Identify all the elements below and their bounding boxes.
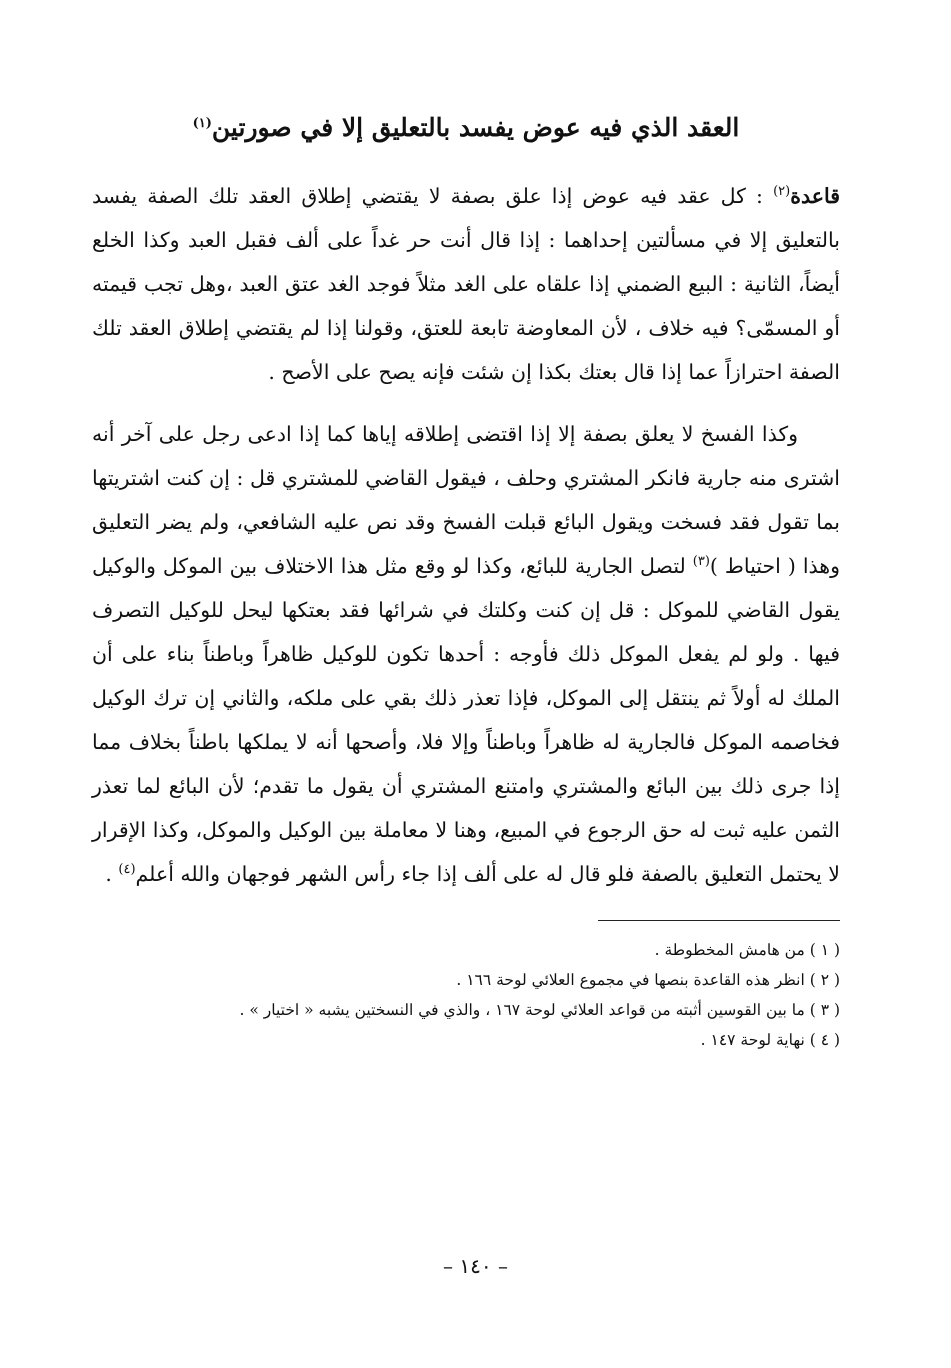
footnote-4: ( ٤ ) نهاية لوحة ١٤٧ . (700, 1031, 840, 1049)
footnote-ref-4: (٤) (118, 862, 136, 877)
page-number: – ١٤٠ – (443, 1254, 508, 1278)
paragraph-2 (92, 412, 840, 896)
paragraph-1 (92, 174, 840, 394)
footnote-2: ( ٢ ) انظر هذه القاعدة بنصها في مجموع العلائي لوحة ١٦٦ . (456, 971, 840, 989)
paragraph-1-text: : كل عقد فيه عوض إذا علق بصفة لا يقتضي إطلاق العقد تلك الصفة يفسد بالتعليق إلا في مسألتين إحداهما : إذا قال أنت حر غداً على ألف فقبل العبد وكذا الخلع أيضاً، الثانية : البيع الضمني إذا علقاه على الغد مثلاً فوجد الغد عتق العبد ،وهل تجب قيمته أو المسمّى؟ فيه خلاف ، لأن المعاوضة تابعة للعتق، وقولنا إذا لم يقتضي إطلاق العقد تلك الصفة احترازاً عما إذا قال بعتك بكذا إن شئت فإنه يصح على الأصح . (92, 184, 840, 384)
footnote-1: ( ١ ) من هامش المخطوطة . (654, 941, 840, 959)
footnote-ref-2: (٢) (773, 184, 791, 199)
title-text: العقد الذي فيه عوض يفسد بالتعليق إلا في صورتين (211, 113, 740, 142)
paragraph-2-part-2: لتصل الجارية للبائع، وكذا لو وقع مثل هذا الاختلاف بين الموكل والوكيل يقول القاضي للموكل : قل إن كنت وكلتك في شرائها فقد بعتكها ليحل للوكيل التصرف فيها . ولو لم يفعل الموكل ذلك فأوجه : أحدها تكون للوكيل ظاهراً وباطناً بناء على أن الملك له أولاً ثم ينتقل إلى الموكل، فإذا تعذر ذلك بقي على ملكه، والثاني إن ترك الوكيل فخاصمه الموكل فالجارية له ظاهراً وباطناً وإلا فلا، وأصحها أنه لا يملكها باطناً بخلاف مما إذا جرى ذلك بين البائع والمشتري وامتنع المشتري أن يقول ما تقدم؛ لأن البائع لما تعذر الثمن عليه ثبت له حق الرجوع في المبيع، وهنا لا معاملة بين الوكيل والموكل، وكذا الإقرار لا يحتمل التعليق بالصفة فلو قال له على ألف إذا جاء رأس الشهر فوجهان والله أعلم (92, 554, 840, 886)
paragraph-2-end: . (105, 862, 119, 886)
title-footnote-ref: (١) (192, 116, 212, 131)
paragraph-2-part-1: وكذا الفسخ لا يعلق بصفة إلا إذا اقتضى إطلاقه إياها كما إذا ادعى رجل على آخر أنه اشترى منه جارية فانكر المشتري وحلف ، فيقول القاضي للمشتري قل : إن كنت اشتريتها بما تقول فقد فسخت ويقول البائع قبلت الفسخ وقد نص عليه الشافعي، ولم يضر التعليق وهذا ( احتياط ) (92, 422, 840, 578)
footnote-divider (598, 920, 840, 921)
document-page (92, 108, 840, 1055)
rule-label: قاعدة (790, 184, 840, 208)
page-title (92, 108, 840, 148)
footnote-ref-3: (٣) (692, 554, 710, 569)
footnote-3: ( ٣ ) ما بين القوسين أثبته من قواعد العلائي لوحة ١٦٧ ، والذي في النسختين يشبه « اختيار » . (239, 1001, 840, 1019)
footnotes (92, 935, 840, 1055)
